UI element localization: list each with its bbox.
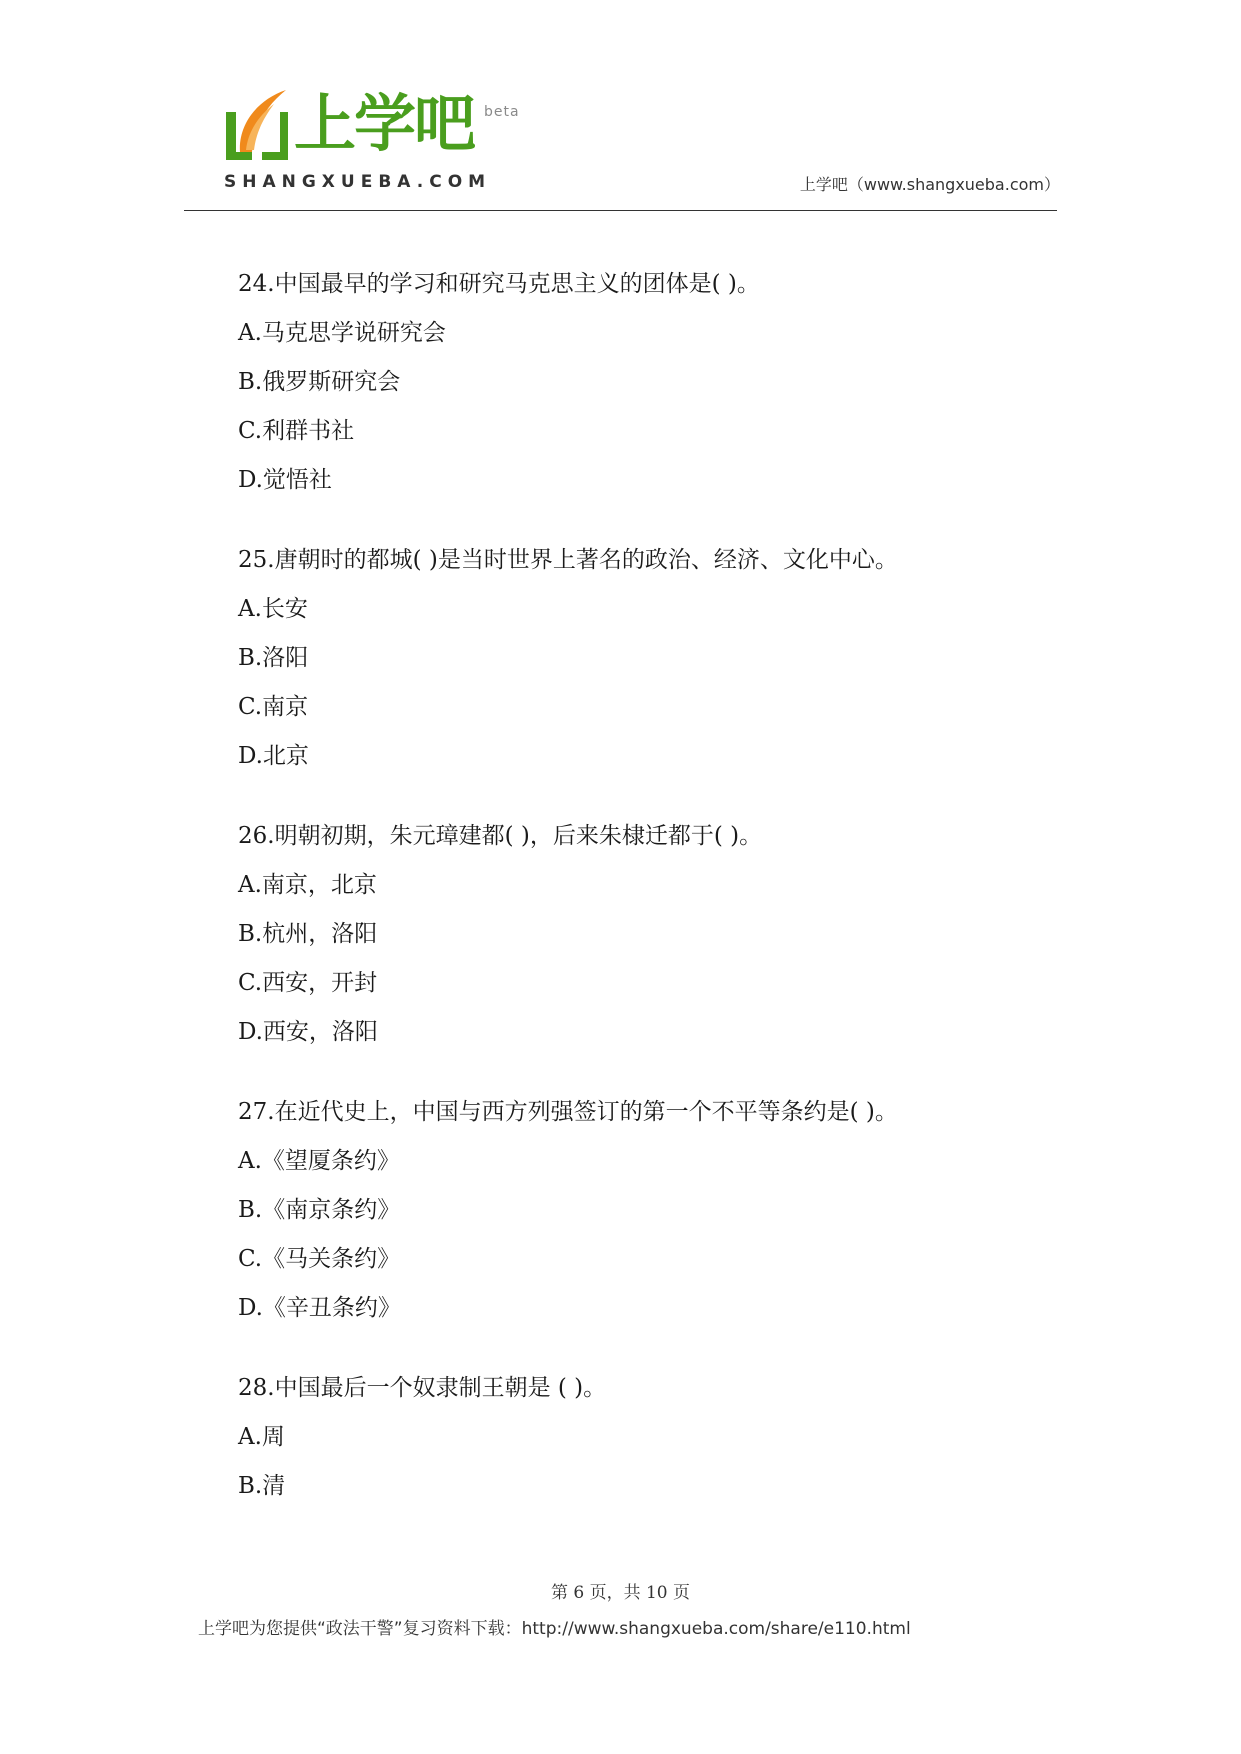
option-b: B.俄罗斯研究会 xyxy=(238,369,401,395)
logo-domain: SHANGXUEBA.COM xyxy=(224,172,492,192)
question-list xyxy=(238,268,1058,1550)
question-25 xyxy=(238,544,1058,772)
logo-beta-tag: beta xyxy=(484,104,520,120)
option-d: D.西安，洛阳 xyxy=(238,1019,378,1045)
page-header xyxy=(0,0,1241,215)
question-stem: 26.明朝初期，朱元璋建都( )，后来朱棣迁都于( )。 xyxy=(238,823,763,849)
option-a: A.周 xyxy=(238,1424,285,1450)
site-info: 上学吧（www.shangxueba.com） xyxy=(799,175,1060,194)
option-d: D.《辛丑条约》 xyxy=(238,1295,401,1321)
option-a: A.马克思学说研究会 xyxy=(238,320,446,346)
page-number: 第 6 页，共 10 页 xyxy=(550,1583,691,1603)
logo-wordmark: 上学吧 xyxy=(294,87,475,160)
question-24 xyxy=(238,268,1058,496)
question-27 xyxy=(238,1096,1058,1324)
option-d: D.觉悟社 xyxy=(238,467,332,493)
option-b: B.清 xyxy=(238,1473,286,1499)
question-28 xyxy=(238,1372,1058,1502)
question-stem: 28.中国最后一个奴隶制王朝是 ( )。 xyxy=(238,1375,607,1401)
option-d: D.北京 xyxy=(238,743,309,769)
option-a: A.《望厦条约》 xyxy=(238,1148,400,1174)
leaf-logo-icon xyxy=(222,90,292,162)
question-stem: 25.唐朝时的都城( )是当时世界上著名的政治、经济、文化中心。 xyxy=(238,547,898,573)
header-divider xyxy=(184,210,1057,211)
option-c: C.南京 xyxy=(238,694,309,720)
option-a: A.南京，北京 xyxy=(238,872,377,898)
option-b: B.杭州，洛阳 xyxy=(238,921,378,947)
question-stem: 27.在近代史上，中国与西方列强签订的第一个不平等条约是( )。 xyxy=(238,1099,898,1125)
option-a: A.长安 xyxy=(238,596,308,622)
shangxueba-logo[interactable] xyxy=(222,88,532,198)
option-c: C.西安，开封 xyxy=(238,970,378,996)
option-b: B.洛阳 xyxy=(238,645,309,671)
option-b: B.《南京条约》 xyxy=(238,1197,401,1223)
footer-download-note[interactable]: 上学吧为您提供“政法干警”复习资料下载：http://www.shangxueba.com/share/e110.html xyxy=(198,1619,911,1639)
option-c: C.利群书社 xyxy=(238,418,355,444)
question-stem: 24.中国最早的学习和研究马克思主义的团体是( )。 xyxy=(238,271,760,297)
option-c: C.《马关条约》 xyxy=(238,1246,401,1272)
question-26 xyxy=(238,820,1058,1048)
